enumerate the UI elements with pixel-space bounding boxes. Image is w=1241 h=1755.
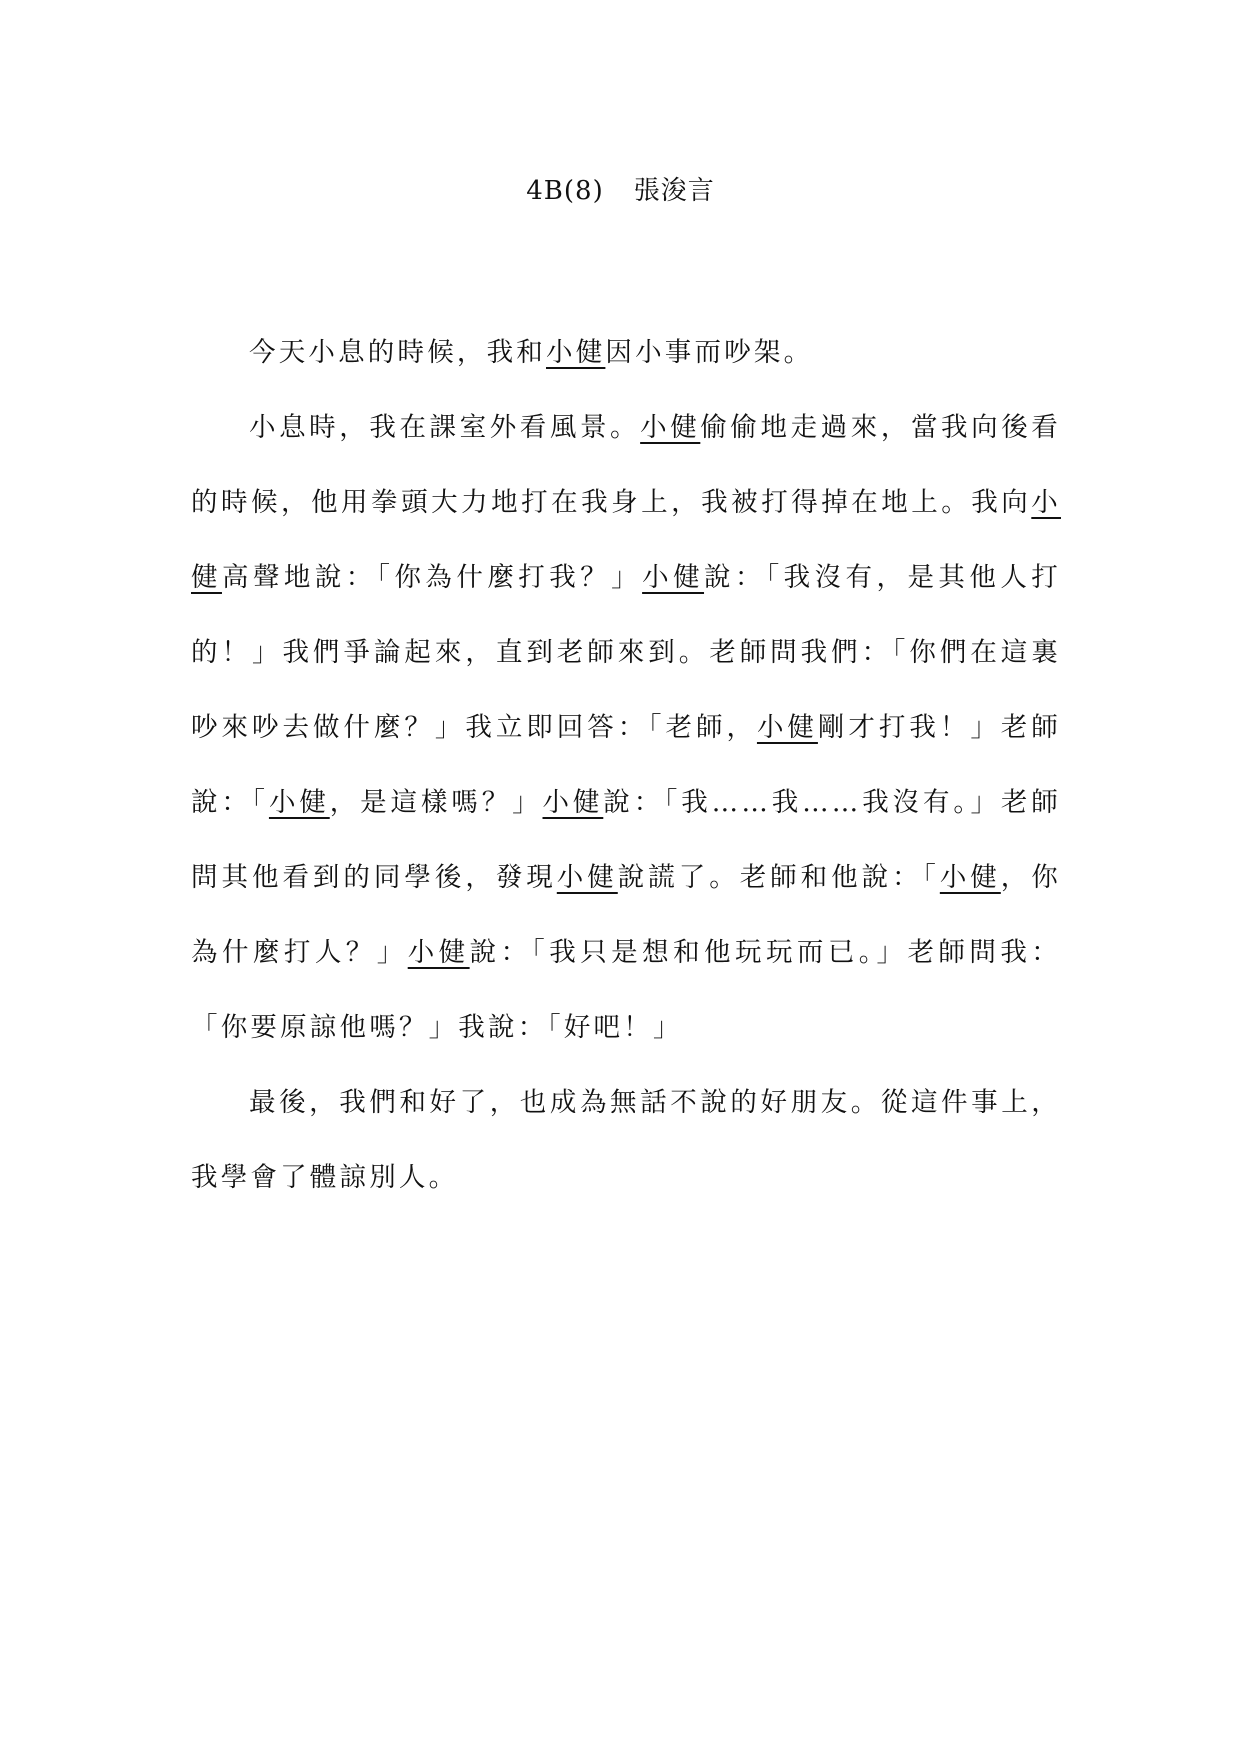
proper-name: 小健: [542, 787, 604, 818]
paragraph-3: [191, 1065, 1061, 1215]
text-run: 最後，我們和好了，也成為無話不說的好朋友。從這件事上，我學會了體諒別人。: [191, 1087, 1061, 1193]
text-run: 說：「我……我……我沒有。」老師問其他看到的同學後，發現: [191, 787, 1062, 893]
class-number: 4B(8): [526, 176, 604, 206]
text-run: 高聲地說：「你為什麼打我？」: [221, 562, 643, 593]
proper-name: 小健: [268, 787, 330, 818]
text-run: 小息時，我在課室外看風景。: [249, 412, 641, 443]
author-name: 張浚言: [633, 176, 715, 206]
text-run: ，是這樣嗎？」: [329, 787, 543, 818]
text-run: 因小事而吵架。: [605, 337, 814, 368]
text-run: ，你為什麼打人？」: [191, 862, 1061, 968]
proper-name: 小健: [756, 712, 818, 743]
proper-name: 小健: [546, 337, 606, 368]
text-run: 剛才打我！」老師說：「: [191, 712, 1061, 818]
proper-name: 小健: [939, 862, 1001, 893]
text-run: 偷偷地走過來，當我向後看的時候，他用拳頭大力地打在我身上，我被打得掉在地上。我向: [191, 412, 1061, 518]
proper-name: 小健: [191, 487, 1061, 593]
text-run: 說謊了。老師和他說：「: [617, 862, 940, 893]
text-run: 說：「我沒有，是其他人打的！」我們爭論起來，直到老師來到。老師問我們：「你們在這裏吵來吵去做什麼？」我立即回答：「老師，: [191, 562, 1061, 743]
paragraph-2: [191, 390, 1061, 1065]
proper-name: 小健: [640, 412, 701, 443]
proper-name: 小健: [556, 862, 618, 893]
author-header: [0, 170, 1241, 207]
text-run: 說：「我只是想和他玩玩而已。」老師問我：「你要原諒他嗎？」我說：「好吧！」: [191, 937, 1062, 1043]
proper-name: 小健: [642, 562, 705, 593]
essay-body: [191, 315, 1061, 1215]
proper-name: 小健: [407, 937, 470, 968]
paragraph-1: [191, 315, 1061, 390]
text-run: 今天小息的時候，我和: [249, 337, 546, 368]
